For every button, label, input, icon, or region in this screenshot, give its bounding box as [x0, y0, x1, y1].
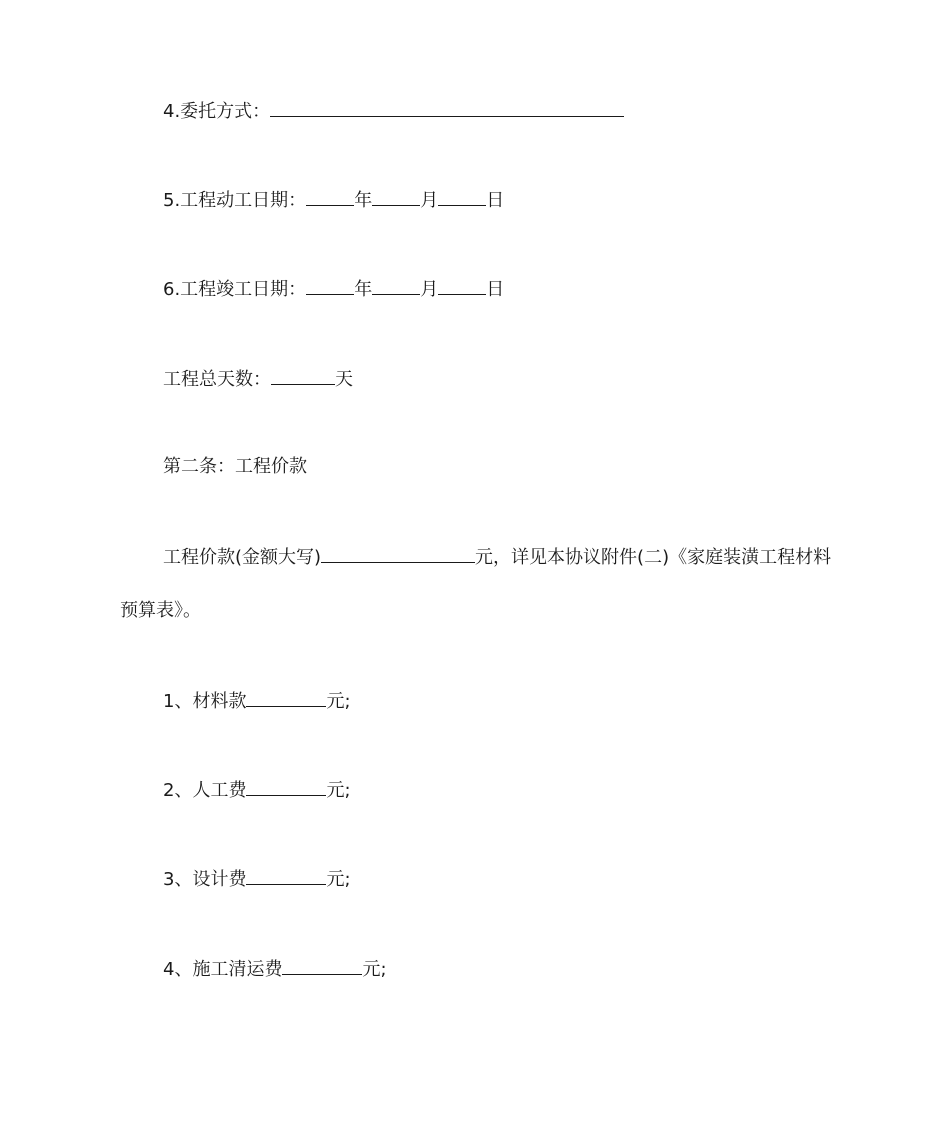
- item-materials-blank[interactable]: [246, 688, 326, 707]
- price-continuation-line: [120, 599, 201, 623]
- end-date-label: 6.工程竣工日期：: [163, 279, 307, 300]
- item-materials-label: 1、材料款: [163, 691, 247, 712]
- price-line: [163, 544, 831, 570]
- price-suffix: 元，详见本协议附件(二)《家庭装潢工程材料: [475, 547, 832, 568]
- item-labor-blank[interactable]: [246, 777, 326, 796]
- start-day-blank[interactable]: [438, 187, 486, 206]
- item-cleanup-label: 4、施工清运费: [163, 959, 283, 980]
- item-cleanup-unit: 元;: [362, 959, 387, 980]
- end-day-blank[interactable]: [438, 276, 486, 295]
- commission-method-label: 4.委托方式：: [163, 101, 271, 122]
- total-days-label: 工程总天数：: [163, 369, 271, 390]
- item-design-unit: 元;: [326, 869, 351, 890]
- item-cleanup-line: [163, 956, 387, 982]
- end-month-blank[interactable]: [372, 276, 420, 295]
- start-date-label: 5.工程动工日期：: [163, 190, 307, 211]
- commission-method-blank[interactable]: [270, 98, 624, 117]
- start-year-blank[interactable]: [306, 187, 354, 206]
- total-days-line: [163, 366, 353, 392]
- item-cleanup-blank[interactable]: [282, 956, 362, 975]
- item-design-blank[interactable]: [246, 866, 326, 885]
- end-day-label: 日: [486, 279, 505, 300]
- commission-method-line: [163, 98, 624, 124]
- end-date-line: [163, 276, 504, 302]
- item-labor-label: 2、人工费: [163, 780, 247, 801]
- start-day-label: 日: [486, 190, 505, 211]
- price-prefix: 工程价款(金额大写): [163, 547, 322, 568]
- end-year-blank[interactable]: [306, 276, 354, 295]
- article-two-heading: 第二条：工程价款: [163, 456, 307, 477]
- item-design-label: 3、设计费: [163, 869, 247, 890]
- item-labor-unit: 元;: [326, 780, 351, 801]
- item-design-line: [163, 866, 351, 892]
- item-materials-line: [163, 688, 351, 714]
- end-month-label: 月: [420, 279, 439, 300]
- start-month-label: 月: [420, 190, 439, 211]
- item-labor-line: [163, 777, 351, 803]
- start-year-label: 年: [354, 190, 373, 211]
- start-date-line: [163, 187, 504, 213]
- article-two-title: [163, 455, 307, 479]
- total-days-unit: 天: [335, 369, 353, 390]
- end-year-label: 年: [354, 279, 373, 300]
- price-continuation: 预算表》。: [120, 600, 201, 621]
- price-amount-blank[interactable]: [321, 544, 475, 563]
- item-materials-unit: 元;: [326, 691, 351, 712]
- start-month-blank[interactable]: [372, 187, 420, 206]
- total-days-blank[interactable]: [271, 366, 335, 385]
